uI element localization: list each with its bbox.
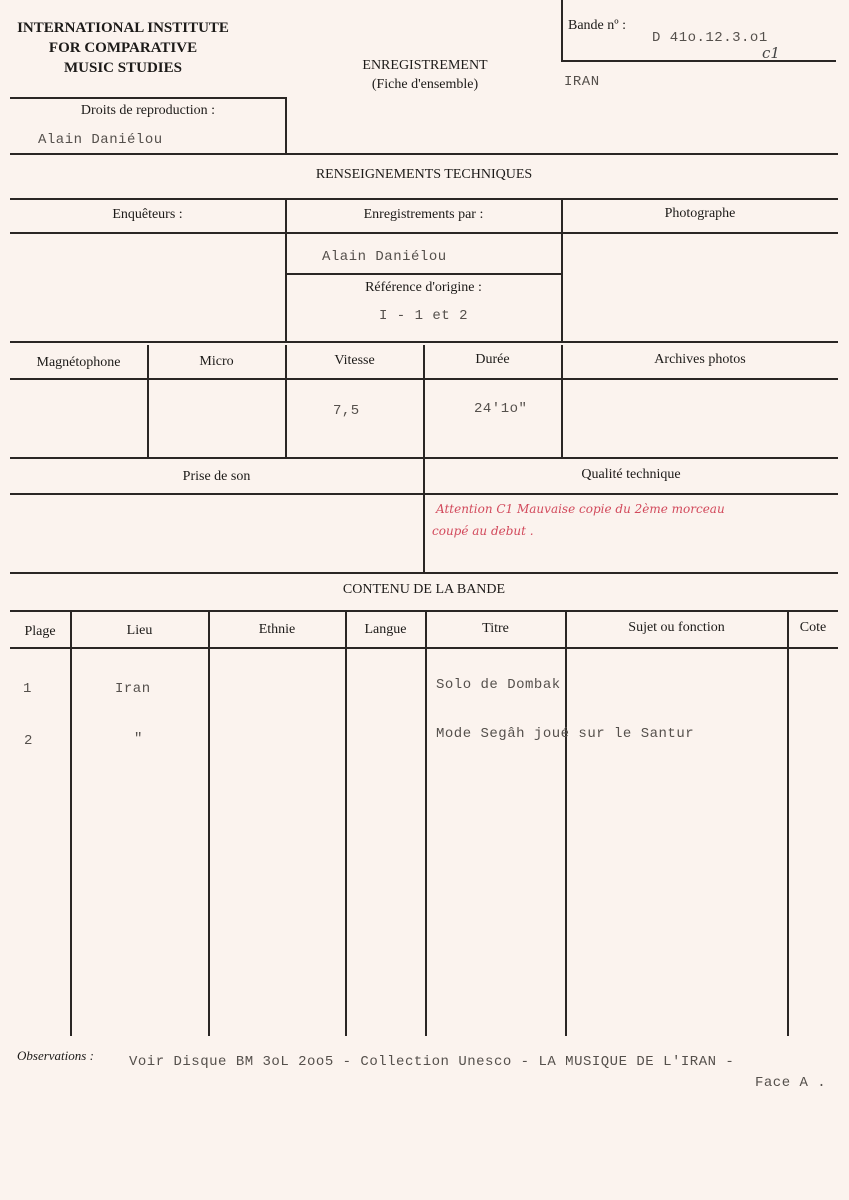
enregistrements-value: Alain Daniélou [322,249,447,265]
section-line [10,572,838,574]
column-divider [565,612,567,1036]
form-title: ENREGISTREMENT [362,58,488,73]
table-row-1-lieu: Iran [115,681,151,697]
content-section-title: CONTENU DE LA BANDE [342,582,506,597]
row-line [10,232,838,234]
table-row-2-lieu: " [134,731,143,747]
table-row-1-titre: Solo de Dombak [436,677,561,693]
column-divider [425,612,427,1036]
bande-box-bottom [561,60,836,62]
enregistrements-label: Enregistrements par : [363,207,484,222]
section-line [10,153,838,155]
column-divider [787,612,789,1036]
observations-line-1: Voir Disque BM 3oL 2oo5 - Collection Unesco - LA MUSIQUE DE L'IRAN - [129,1054,735,1070]
rights-box-top [10,97,286,99]
form-subtitle: (Fiche d'ensemble) [371,77,479,92]
row-line [10,647,838,649]
table-row-2-titre: Mode Segâh joué sur le Santur [436,726,695,742]
country-value: IRAN [564,74,600,90]
institute-name [8,18,238,78]
column-header-titre: Titre [482,621,509,636]
column-header-sujet: Sujet ou fonction [628,620,725,635]
column-header-langue: Langue [364,622,407,637]
institute-line-1: INTERNATIONAL INSTITUTE [17,20,229,36]
column-header-ethnie: Ethnie [258,622,296,637]
photographe-label: Photographe [664,206,736,221]
table-row-2-plage: 2 [24,733,33,749]
row-line [10,341,838,343]
duree-value: 24'1o" [474,401,528,417]
section-line [10,610,838,612]
institute-line-2: FOR COMPARATIVE [48,40,198,56]
qualite-note-line-2: coupé au debut . [432,524,534,538]
row-line [10,493,838,495]
bande-label: Bande nº : [568,18,626,33]
reference-value: I - 1 et 2 [378,308,468,324]
micro-label: Micro [199,354,234,369]
archives-label: Archives photos [654,352,746,367]
column-header-plage: Plage [24,624,56,639]
observations-line-2: Face A . [755,1075,827,1091]
technical-section-title: RENSEIGNEMENTS TECHNIQUES [315,167,533,182]
observations-label: Observations : [17,1048,94,1063]
bande-annotation: c1 [762,44,780,62]
rights-label: Droits de reproduction : [80,103,216,118]
institute-line-3: MUSIC STUDIES [64,60,182,76]
vitesse-label: Vitesse [334,353,375,368]
column-divider [70,612,72,1036]
reference-label: Référence d'origine : [365,280,482,295]
column-header-cote: Cote [799,620,827,635]
vitesse-value: 7,5 [333,403,360,419]
rights-value: Alain Daniélou [38,132,163,148]
section-line [10,198,838,200]
qualite-label: Qualité technique [581,467,681,482]
qualite-note-line-1: Attention C1 Mauvaise copie du 2ème morceau [436,502,725,516]
bande-box-border [561,0,563,62]
bande-value: D 41o.12.3.o1 [652,30,768,46]
form-title-block [330,58,520,93]
row-line [10,378,838,380]
magnetophone-label: Magnétophone [36,355,121,370]
enqueteurs-label: Enquêteurs : [112,207,183,222]
row-line [286,273,561,275]
column-divider [345,612,347,1036]
column-header-lieu: Lieu [126,623,153,638]
duree-label: Durée [475,352,510,367]
prise-label: Prise de son [182,469,251,484]
table-row-1-plage: 1 [23,681,32,697]
column-divider [208,612,210,1036]
